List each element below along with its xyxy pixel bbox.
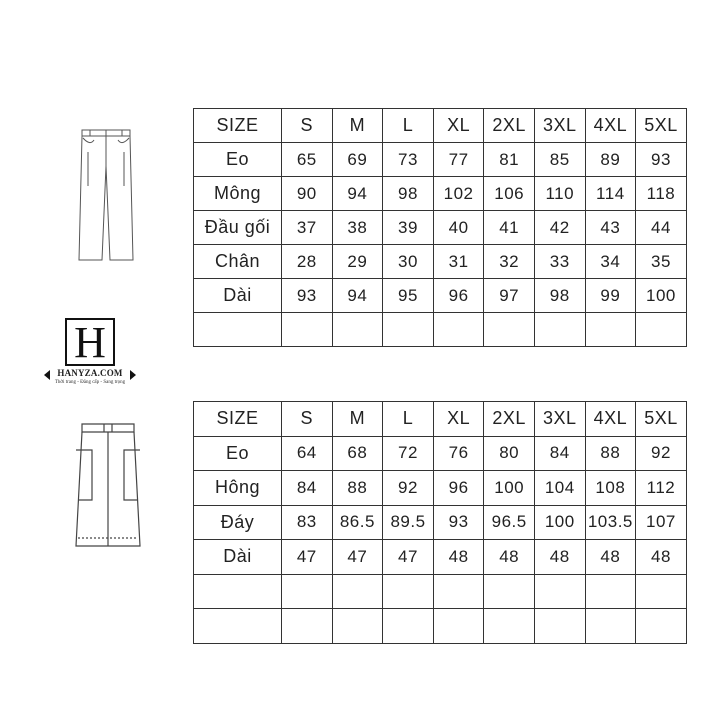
size-value-cell [534,574,585,609]
size-value-cell: 103.5 [585,505,636,540]
size-value-cell [332,609,383,644]
size-value-cell: 34 [585,245,636,279]
size-value-cell [383,609,434,644]
size-value-cell [534,313,585,347]
size-value-cell: 84 [282,471,333,506]
size-value-cell: 4XL [585,402,636,437]
size-value-cell: 29 [332,245,383,279]
pants-size-table [193,108,687,347]
size-value-cell: 41 [484,211,535,245]
size-value-cell: 96 [433,471,484,506]
table-row [194,540,687,575]
size-value-cell: 89.5 [383,505,434,540]
size-value-cell: 72 [383,436,434,471]
size-value-cell [585,609,636,644]
size-value-cell [332,574,383,609]
size-value-cell: 38 [332,211,383,245]
table-row [194,574,687,609]
size-value-cell: 100 [534,505,585,540]
size-value-cell: 95 [383,279,434,313]
size-value-cell: 80 [484,436,535,471]
size-value-cell [636,609,687,644]
size-value-cell: 118 [636,177,687,211]
row-label-cell: Dài [194,279,282,313]
size-value-cell: 4XL [585,109,636,143]
size-value-cell [282,574,333,609]
size-value-cell: 81 [484,143,535,177]
logo-tagline: Thời trang - Đẳng cấp - Sang trọng [54,380,126,385]
table-row [194,436,687,471]
size-value-cell: 94 [332,177,383,211]
row-label-cell: Chân [194,245,282,279]
row-label-cell: Đầu gối [194,211,282,245]
size-value-cell: 5XL [636,402,687,437]
size-value-cell: 2XL [484,109,535,143]
logo-mark [65,318,115,366]
size-value-cell: M [332,109,383,143]
size-value-cell: 100 [636,279,687,313]
size-value-cell [484,313,535,347]
size-value-cell: 86.5 [332,505,383,540]
row-label-cell [194,313,282,347]
size-value-cell: 112 [636,471,687,506]
size-value-cell: 3XL [534,109,585,143]
table-row [194,505,687,540]
size-value-cell: 40 [433,211,484,245]
size-value-cell [534,609,585,644]
size-value-cell: L [383,402,434,437]
size-value-cell [433,574,484,609]
size-value-cell: 47 [282,540,333,575]
row-label-cell: Đáy [194,505,282,540]
size-value-cell: XL [433,402,484,437]
row-label-cell: SIZE [194,402,282,437]
skirt-illustration [70,420,146,550]
size-value-cell [282,313,333,347]
size-value-cell: 107 [636,505,687,540]
size-value-cell: 92 [636,436,687,471]
size-value-cell: 47 [332,540,383,575]
size-value-cell: 31 [433,245,484,279]
size-value-cell: 28 [282,245,333,279]
size-value-cell [636,574,687,609]
size-value-cell: 106 [484,177,535,211]
size-value-cell: 96.5 [484,505,535,540]
size-value-cell: 42 [534,211,585,245]
size-value-cell [383,313,434,347]
size-value-cell: 102 [433,177,484,211]
size-value-cell: 96 [433,279,484,313]
table-row [194,279,687,313]
size-value-cell: 43 [585,211,636,245]
size-value-cell: 93 [636,143,687,177]
table-row [194,471,687,506]
size-value-cell: 48 [433,540,484,575]
size-value-cell: 39 [383,211,434,245]
logo-letter: H [74,318,106,367]
table-row [194,313,687,347]
size-value-cell: 76 [433,436,484,471]
size-value-cell: S [282,402,333,437]
size-value-cell: 90 [282,177,333,211]
row-label-cell: SIZE [194,109,282,143]
size-value-cell: L [383,109,434,143]
size-value-cell: 98 [383,177,434,211]
size-value-cell: 77 [433,143,484,177]
size-value-cell: 69 [332,143,383,177]
size-value-cell [636,313,687,347]
size-value-cell: 84 [534,436,585,471]
size-value-cell: 88 [585,436,636,471]
size-value-cell: 97 [484,279,535,313]
size-value-cell: 2XL [484,402,535,437]
size-value-cell: 48 [636,540,687,575]
size-value-cell: 35 [636,245,687,279]
size-value-cell: 65 [282,143,333,177]
size-value-cell: 114 [585,177,636,211]
size-value-cell: 94 [332,279,383,313]
size-value-cell: 93 [282,279,333,313]
size-value-cell: 110 [534,177,585,211]
logo-name: HANYZA.COM [57,368,123,378]
size-value-cell: 48 [484,540,535,575]
size-value-cell: 3XL [534,402,585,437]
row-label-cell: Dài [194,540,282,575]
size-value-cell: 73 [383,143,434,177]
size-value-cell [484,574,535,609]
size-value-cell [282,609,333,644]
size-value-cell [383,574,434,609]
size-value-cell [585,574,636,609]
size-value-cell: 83 [282,505,333,540]
row-label-cell [194,574,282,609]
brand-logo [46,318,146,394]
size-value-cell: 30 [383,245,434,279]
logo-arrow-right-icon [130,370,136,380]
size-value-cell: 98 [534,279,585,313]
size-value-cell [332,313,383,347]
size-value-cell: 5XL [636,109,687,143]
size-value-cell: 68 [332,436,383,471]
size-value-cell: 33 [534,245,585,279]
size-value-cell: 32 [484,245,535,279]
size-value-cell [585,313,636,347]
size-value-cell: M [332,402,383,437]
size-value-cell: XL [433,109,484,143]
size-value-cell: 48 [585,540,636,575]
size-value-cell: 47 [383,540,434,575]
size-value-cell: 48 [534,540,585,575]
size-value-cell: 104 [534,471,585,506]
size-value-cell: 93 [433,505,484,540]
size-value-cell: 88 [332,471,383,506]
row-label-cell: Eo [194,143,282,177]
row-label-cell [194,609,282,644]
size-value-cell: 64 [282,436,333,471]
size-value-cell: 44 [636,211,687,245]
size-value-cell: 99 [585,279,636,313]
size-value-cell: 37 [282,211,333,245]
size-value-cell: 89 [585,143,636,177]
table-header-row [194,402,687,437]
size-value-cell [484,609,535,644]
size-value-cell: 108 [585,471,636,506]
table-row [194,177,687,211]
size-value-cell: 85 [534,143,585,177]
size-value-cell: S [282,109,333,143]
size-value-cell [433,609,484,644]
size-value-cell: 92 [383,471,434,506]
table-header-row [194,109,687,143]
pants-illustration [76,126,136,264]
row-label-cell: Hông [194,471,282,506]
size-value-cell: 100 [484,471,535,506]
size-value-cell [433,313,484,347]
table-row [194,609,687,644]
row-label-cell: Eo [194,436,282,471]
table-row [194,211,687,245]
skirt-size-table [193,401,687,644]
table-row [194,143,687,177]
row-label-cell: Mông [194,177,282,211]
table-row [194,245,687,279]
